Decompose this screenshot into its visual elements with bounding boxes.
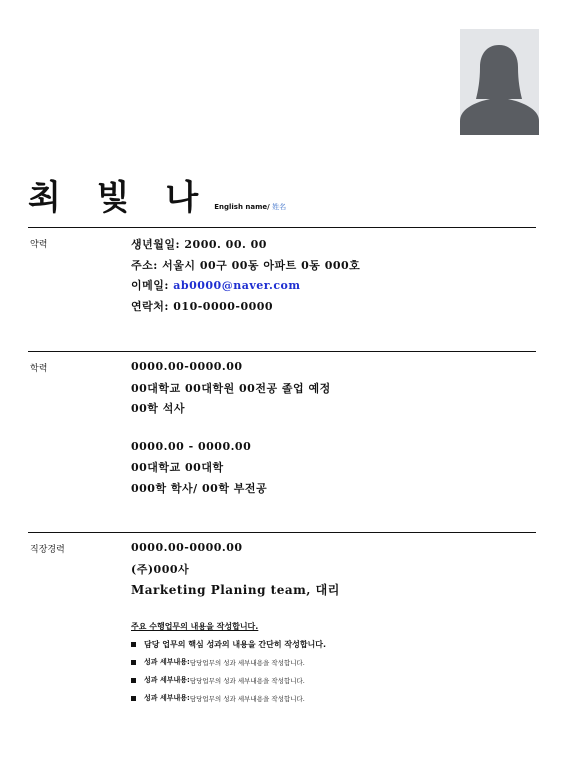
- career-period: 0000.00-0000.00: [131, 541, 243, 554]
- profile-section-label: 약력: [30, 240, 48, 250]
- square-bullet-icon: [131, 642, 136, 647]
- english-name: English name/: [214, 203, 270, 211]
- list-item: [131, 693, 305, 703]
- education-period: 0000.00 - 0000.00: [131, 440, 252, 453]
- list-item: [131, 675, 305, 685]
- profile-photo: [460, 29, 539, 135]
- company-name: (주)000사: [131, 563, 190, 576]
- birth-date: 생년월일: 2000. 00. 00: [131, 238, 267, 251]
- email-link[interactable]: ab0000@naver.com: [173, 279, 301, 292]
- list-item: [131, 639, 326, 650]
- duty-text: 담당업무의 성과 세부내용을 작성합니다.: [189, 694, 305, 703]
- square-bullet-icon: [131, 696, 136, 701]
- list-item: [131, 657, 305, 667]
- duties-list: [131, 621, 531, 711]
- hanja-name: 姓名: [272, 203, 287, 211]
- duties-title: 주요 수행업무의 내용을 작성합니다.: [131, 622, 259, 631]
- education-school: 00대학교 00대학원 00전공 졸업 예정: [131, 382, 331, 395]
- career-section-label: 직장경력: [30, 545, 65, 555]
- name-header: [28, 170, 286, 219]
- duty-text: 담당 업무의 핵심 성과의 내용을 간단히 작성합니다.: [144, 640, 327, 649]
- education-school: 00대학교 00대학: [131, 461, 224, 474]
- education-period: 0000.00-0000.00: [131, 360, 243, 373]
- section-divider: [28, 351, 536, 352]
- email-label: 이메일:: [131, 279, 174, 292]
- job-position: Marketing Planing team, 대리: [131, 583, 340, 597]
- duty-heading: 성과 세부내용:: [144, 658, 190, 666]
- english-name-label: [214, 202, 286, 212]
- education-degree: 00학 석사: [131, 402, 186, 415]
- duty-text: 담당업무의 성과 세부내용을 작성합니다.: [189, 658, 305, 667]
- education-section-label: 학력: [30, 364, 48, 374]
- phone: 연락처: 010-0000-0000: [131, 300, 274, 313]
- section-divider: [28, 227, 536, 228]
- korean-name: 최 빛 나: [28, 178, 211, 218]
- section-divider: [28, 532, 536, 533]
- email-row: [131, 277, 301, 293]
- duty-text: 담당업무의 성과 세부내용을 작성합니다.: [189, 676, 305, 685]
- square-bullet-icon: [131, 678, 136, 683]
- duty-heading: 성과 세부내용:: [144, 694, 190, 702]
- education-degree: 000학 학사/ 00학 부전공: [131, 482, 268, 495]
- address: 주소: 서울시 00구 00동 아파트 0동 000호: [131, 259, 361, 272]
- person-silhouette-icon: [460, 29, 539, 135]
- square-bullet-icon: [131, 660, 136, 665]
- duty-heading: 성과 세부내용:: [144, 676, 190, 684]
